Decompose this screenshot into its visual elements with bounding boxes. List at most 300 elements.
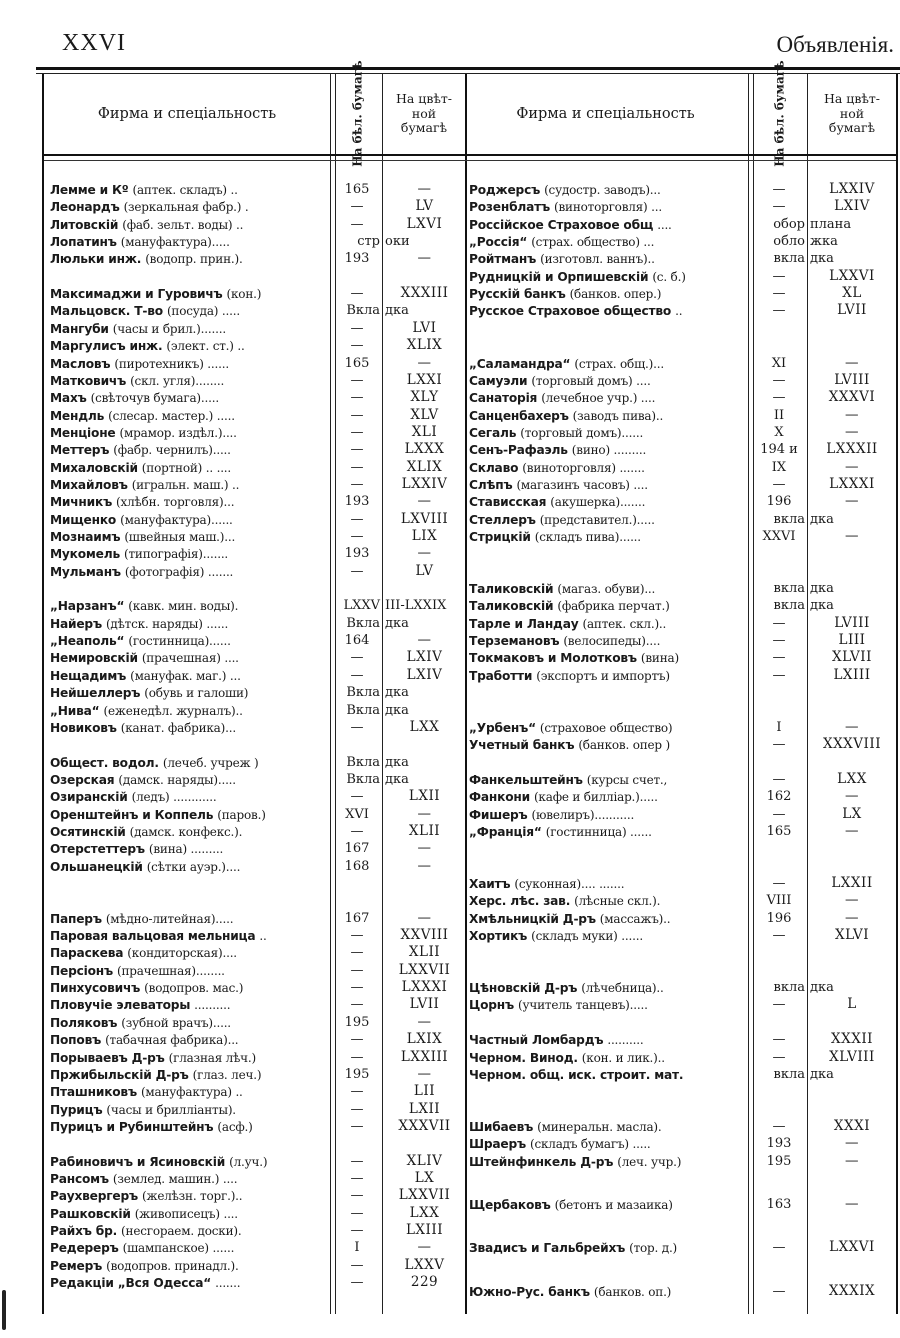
white-paper-cell: 162 bbox=[766, 789, 792, 805]
firm-specialty: (асф.) bbox=[217, 1119, 253, 1134]
firm-cell bbox=[469, 1283, 751, 1301]
firm-name: Русское Страховое общество bbox=[469, 304, 672, 319]
color-paper-cell: LVI bbox=[412, 319, 437, 336]
table-row bbox=[463, 250, 896, 267]
table-row bbox=[463, 233, 896, 250]
firm-cell bbox=[50, 250, 336, 268]
firm-cell bbox=[469, 302, 751, 320]
white-paper-cell: — bbox=[350, 511, 364, 527]
color-paper-cell: LXXII bbox=[831, 875, 873, 891]
color-paper-cell: — bbox=[417, 632, 432, 649]
white-paper-cell: 193 bbox=[344, 494, 370, 510]
firm-specialty: (мрамор. издѣл.).... bbox=[119, 425, 237, 440]
page-section-title: Объявленія. bbox=[776, 32, 894, 57]
table-row bbox=[44, 355, 465, 372]
firm-name: „Урбенъ“ bbox=[469, 720, 536, 735]
color-paper-cell: XLVII bbox=[832, 649, 872, 666]
table-row bbox=[44, 754, 465, 771]
firm-specialty: (дамск. наряды)..... bbox=[118, 772, 236, 787]
white-paper-cell: VIII bbox=[766, 893, 792, 909]
firm-cell bbox=[469, 632, 751, 650]
firm-name: Сегаль bbox=[469, 425, 517, 440]
white-paper-cell: — bbox=[772, 1032, 786, 1048]
firm-specialty: (лечебное учр.) .... bbox=[541, 391, 656, 406]
white-paper-cell: — bbox=[350, 424, 364, 440]
white-paper-cell: I bbox=[354, 1240, 360, 1256]
firm-cell bbox=[50, 1187, 336, 1205]
color-paper-cell: — bbox=[417, 250, 432, 267]
color-paper-cell: дка bbox=[810, 251, 834, 267]
color-paper-cell: XLIX bbox=[406, 337, 443, 354]
table-row bbox=[463, 719, 896, 736]
firm-name: Люльки инж. bbox=[50, 252, 142, 267]
firm-name: Штейнфинкель Д-ръ bbox=[469, 1154, 614, 1169]
firm-specialty: (экспортъ и импортъ) bbox=[536, 668, 670, 683]
firm-name: Сенъ-Рафаэль bbox=[469, 443, 568, 458]
white-paper-cell: 164 bbox=[344, 633, 370, 649]
firm-name: Менціоне bbox=[50, 425, 116, 440]
table-row bbox=[463, 181, 896, 198]
color-paper-cell: XXXI bbox=[833, 1117, 871, 1134]
white-paper-cell: — bbox=[350, 1223, 364, 1238]
firm-specialty: (леч. учр.) bbox=[617, 1154, 682, 1169]
table-row bbox=[463, 198, 896, 215]
white-paper-cell: стр bbox=[357, 234, 380, 250]
firm-name: Лопатинъ bbox=[50, 235, 117, 250]
white-paper-cell: 165 bbox=[766, 823, 792, 839]
firm-specialty: (шампанское) ...... bbox=[122, 1241, 235, 1256]
firm-cell bbox=[50, 1239, 336, 1257]
white-paper-cell: Вкла bbox=[346, 771, 380, 787]
white-paper-cell: — bbox=[350, 1153, 364, 1169]
table-row bbox=[44, 1222, 465, 1239]
color-paper-cell: дка bbox=[385, 685, 409, 701]
white-paper-cell: Вкла bbox=[346, 702, 380, 718]
white-paper-cell: XXVI bbox=[762, 529, 796, 544]
white-paper-cell: — bbox=[350, 1257, 364, 1273]
firm-specialty: (вино) ......... bbox=[571, 443, 647, 458]
color-paper-cell: XXXVII bbox=[398, 1117, 451, 1134]
firm-name: Мичникъ bbox=[50, 495, 113, 510]
color-paper-cell: LXX bbox=[409, 718, 440, 735]
table-row bbox=[44, 233, 465, 250]
white-paper-cell: I bbox=[776, 719, 782, 735]
color-paper-cell: LXIV bbox=[406, 666, 443, 683]
color-paper-cell: LIX bbox=[411, 528, 438, 544]
firm-name: Редереръ bbox=[50, 1241, 119, 1256]
table-row bbox=[463, 493, 896, 510]
white-paper-cell: — bbox=[772, 928, 786, 944]
firm-cell bbox=[50, 1205, 336, 1223]
firm-name: Склаво bbox=[469, 460, 519, 475]
firm-name: Ройтманъ bbox=[469, 252, 537, 267]
table-row bbox=[44, 597, 465, 614]
firm-specialty: (фотографія) ....... bbox=[124, 564, 234, 579]
firm-specialty: (виноторговля) ....... bbox=[522, 460, 645, 475]
firm-specialty: (торговый домъ) .... bbox=[531, 373, 651, 388]
table-row bbox=[44, 1205, 465, 1222]
firm-cell bbox=[50, 355, 336, 373]
white-paper-cell: — bbox=[772, 372, 786, 388]
white-paper-cell: Вкла bbox=[346, 303, 380, 319]
color-paper-cell: LXVIII bbox=[400, 510, 449, 527]
table-row bbox=[463, 615, 896, 632]
firm-specialty: (учитель танцевъ)..... bbox=[518, 998, 648, 1013]
color-paper-cell: LXIV bbox=[834, 198, 870, 215]
firm-specialty: (зеркальная фабр.) . bbox=[123, 200, 249, 215]
color-paper-cell: LIII bbox=[838, 632, 866, 649]
firm-name: Санценбахеръ bbox=[469, 408, 569, 423]
firm-name: Паперъ bbox=[50, 911, 102, 926]
firm-cell bbox=[469, 823, 751, 841]
firm-cell bbox=[50, 372, 336, 390]
firm-cell bbox=[50, 702, 336, 720]
firm-cell bbox=[50, 719, 336, 737]
firm-name: Озиранскій bbox=[50, 790, 128, 805]
table-row bbox=[44, 1066, 465, 1083]
firm-specialty: (аптек. складъ) .. bbox=[132, 183, 238, 197]
table-row bbox=[463, 372, 896, 389]
firm-name: Максимаджи и Гуровичъ bbox=[50, 287, 223, 302]
color-paper-cell: XXXVIII bbox=[822, 736, 882, 753]
white-paper-cell: — bbox=[772, 997, 786, 1013]
white-paper-cell: — bbox=[772, 650, 786, 666]
firm-specialty: (тор. д.) bbox=[629, 1241, 678, 1256]
table-row bbox=[44, 545, 465, 562]
header-white-paper-label: На бѣл. бумагѣ bbox=[350, 60, 365, 168]
white-paper-cell: — bbox=[350, 407, 364, 423]
firm-name: Стеллеръ bbox=[469, 512, 536, 527]
white-paper-cell: IX bbox=[771, 459, 787, 475]
color-paper-cell: XL bbox=[842, 285, 862, 302]
table-row bbox=[44, 1274, 465, 1291]
firm-specialty: (элект. ст.) .. bbox=[166, 339, 245, 354]
firm-cell bbox=[469, 1066, 751, 1084]
white-paper-cell: — bbox=[350, 945, 364, 961]
white-paper-cell: вкла bbox=[773, 598, 805, 614]
firm-specialty: (игральн. маш.) .. bbox=[131, 477, 240, 492]
firm-cell bbox=[50, 1170, 336, 1188]
firm-name: Масловъ bbox=[50, 356, 111, 371]
firm-cell bbox=[50, 1257, 336, 1275]
table-row bbox=[463, 875, 896, 892]
firm-specialty: (банков. оп.) bbox=[593, 1284, 672, 1299]
firm-specialty: .. bbox=[675, 304, 683, 319]
firm-name: Редакціи „Вся Одесса“ bbox=[50, 1276, 212, 1291]
white-paper-cell: — bbox=[350, 1032, 364, 1048]
table-row bbox=[44, 1014, 465, 1031]
white-paper-cell: — bbox=[350, 997, 364, 1013]
color-paper-cell: XXXIX bbox=[828, 1282, 876, 1299]
firm-cell bbox=[50, 1031, 336, 1049]
firm-cell bbox=[50, 771, 336, 789]
firm-name: „Россія“ bbox=[469, 235, 528, 250]
white-paper-cell: — bbox=[772, 771, 786, 787]
table-row bbox=[44, 1101, 465, 1118]
white-paper-cell: — bbox=[350, 459, 364, 475]
color-paper-cell: дка bbox=[810, 581, 834, 597]
firm-cell bbox=[50, 320, 336, 338]
color-paper-cell: LXIII bbox=[405, 1222, 444, 1238]
firm-cell bbox=[469, 1135, 751, 1153]
header-white-paper bbox=[753, 60, 807, 168]
firm-name: „Нива“ bbox=[50, 703, 100, 718]
color-paper-cell: LXIX bbox=[406, 1031, 443, 1048]
table-row bbox=[463, 806, 896, 823]
color-paper-cell: дка bbox=[810, 980, 834, 996]
color-paper-cell: — bbox=[417, 840, 432, 857]
firm-specialty: (с. б.) bbox=[652, 269, 686, 284]
firm-name: Цѣновскій Д-ръ bbox=[469, 981, 578, 996]
firm-cell bbox=[469, 441, 751, 459]
color-paper-cell: LXXVI bbox=[829, 1239, 875, 1256]
color-paper-cell: LXXIV bbox=[401, 475, 448, 492]
firm-specialty: (табачная фабрика)... bbox=[105, 1033, 239, 1048]
firm-cell bbox=[50, 944, 336, 962]
white-paper-cell: — bbox=[350, 1275, 364, 1291]
firm-name: Рашковскій bbox=[50, 1206, 131, 1221]
table-row bbox=[463, 1049, 896, 1066]
firm-cell bbox=[50, 667, 336, 685]
table-row bbox=[463, 355, 896, 372]
firm-name: Мульманъ bbox=[50, 564, 121, 579]
white-paper-cell: — bbox=[350, 719, 364, 735]
color-paper-cell: дка bbox=[385, 615, 409, 631]
color-paper-cell: — bbox=[845, 423, 859, 440]
table-row bbox=[463, 1153, 896, 1170]
firm-cell bbox=[50, 563, 336, 581]
firm-name: Райхъ бр. bbox=[50, 1224, 118, 1238]
firm-name: Пташниковъ bbox=[50, 1085, 137, 1100]
table-row bbox=[44, 823, 465, 840]
firm-specialty: (прачешная)........ bbox=[116, 963, 225, 978]
firm-specialty: .. bbox=[259, 929, 267, 944]
table-row bbox=[44, 372, 465, 389]
firm-cell bbox=[50, 424, 336, 442]
firm-cell bbox=[50, 389, 336, 407]
table-row bbox=[44, 216, 465, 233]
firm-specialty: (фабр. чернилъ)..... bbox=[113, 443, 231, 458]
firm-name: Пурицъ bbox=[50, 1102, 103, 1117]
white-paper-cell: — bbox=[772, 1283, 786, 1299]
color-paper-cell: дка bbox=[385, 702, 409, 718]
white-paper-cell: 165 bbox=[344, 182, 370, 197]
white-paper-cell: Вкла bbox=[346, 615, 380, 631]
color-paper-cell: XLIV bbox=[406, 1152, 443, 1169]
firm-specialty: (массажъ).. bbox=[599, 911, 671, 926]
white-paper-cell: — bbox=[350, 563, 364, 579]
color-paper-cell: XXVIII bbox=[400, 927, 449, 944]
firm-name: Таликовскій bbox=[469, 599, 554, 614]
firm-cell bbox=[469, 389, 751, 407]
white-paper-cell: — bbox=[350, 962, 364, 978]
firm-name: Меттеръ bbox=[50, 443, 110, 458]
table-row bbox=[44, 858, 465, 875]
color-paper-cell: LXXI bbox=[406, 371, 443, 388]
firm-specialty: (дѣтск. наряды) ...... bbox=[105, 616, 229, 631]
color-paper-cell: дка bbox=[385, 771, 409, 787]
table-row bbox=[463, 459, 896, 476]
table-row bbox=[44, 702, 465, 719]
table-row bbox=[463, 1283, 896, 1300]
table-row bbox=[44, 1153, 465, 1170]
table-row bbox=[44, 302, 465, 319]
white-paper-cell: — bbox=[772, 667, 786, 683]
firm-specialty: .......... bbox=[194, 998, 231, 1013]
color-paper-cell: LXX bbox=[837, 770, 867, 787]
table-row bbox=[44, 1239, 465, 1256]
white-paper-cell: — bbox=[350, 199, 364, 215]
color-paper-cell: — bbox=[417, 181, 432, 197]
table-row bbox=[463, 667, 896, 684]
color-paper-cell: XXXII bbox=[831, 1031, 873, 1048]
firm-cell bbox=[50, 441, 336, 459]
white-paper-cell: 195 bbox=[344, 1014, 370, 1030]
table-row bbox=[463, 1031, 896, 1048]
table-row bbox=[463, 1196, 896, 1213]
table-row bbox=[44, 181, 465, 198]
firm-cell bbox=[50, 996, 336, 1014]
white-paper-cell: вкла bbox=[773, 511, 805, 527]
firm-cell bbox=[50, 1066, 336, 1084]
firm-cell bbox=[50, 649, 336, 667]
color-paper-cell: — bbox=[417, 857, 432, 874]
firm-name: Цорнъ bbox=[469, 998, 514, 1013]
firm-cell bbox=[50, 962, 336, 980]
firm-cell bbox=[469, 285, 751, 303]
white-paper-cell: — bbox=[350, 1188, 364, 1204]
white-paper-cell: 193 bbox=[344, 251, 370, 267]
firm-cell bbox=[469, 1118, 751, 1136]
table-row bbox=[463, 1135, 896, 1152]
firm-cell bbox=[469, 649, 751, 667]
white-paper-cell: — bbox=[772, 1240, 786, 1256]
color-paper-cell: LXII bbox=[408, 788, 441, 805]
header-color-line: На цвѣт- bbox=[395, 91, 453, 107]
white-paper-cell: — bbox=[350, 338, 364, 354]
firm-cell bbox=[50, 459, 336, 477]
firm-name: Осятинскій bbox=[50, 824, 126, 839]
firm-cell bbox=[50, 1101, 336, 1119]
table-row bbox=[463, 407, 896, 424]
header-white-paper-label: На бѣл. бумагѣ bbox=[772, 60, 787, 168]
firm-cell bbox=[469, 892, 751, 910]
firm-specialty: (мѣдно-литейная)..... bbox=[105, 911, 234, 926]
firm-name: Тработти bbox=[469, 668, 533, 683]
firm-specialty: (типографія)....... bbox=[124, 547, 229, 562]
firm-name: Новиковъ bbox=[50, 720, 117, 735]
table-row bbox=[44, 198, 465, 215]
color-paper-cell: оки bbox=[385, 234, 410, 250]
header-color-line: ной bbox=[411, 105, 437, 121]
color-paper-cell: L bbox=[847, 996, 857, 1013]
firm-cell bbox=[50, 754, 336, 772]
margin-mark bbox=[2, 1290, 6, 1330]
firm-specialty: (курсы счет., bbox=[586, 772, 668, 787]
firm-name: Мукомель bbox=[50, 547, 120, 562]
table-row bbox=[44, 979, 465, 996]
firm-cell bbox=[469, 528, 751, 546]
firm-specialty: (фаб. зельт. воды) .. bbox=[122, 217, 244, 232]
table-row bbox=[463, 1118, 896, 1135]
firm-cell bbox=[469, 459, 751, 477]
firm-name: Михайловъ bbox=[50, 477, 128, 492]
white-paper-cell: обло bbox=[773, 234, 805, 250]
firm-specialty: (хлѣбн. торговля)... bbox=[116, 495, 235, 510]
color-paper-cell: LVII bbox=[409, 996, 440, 1013]
firm-specialty: (обувь и галоши) bbox=[144, 686, 249, 701]
white-paper-cell: — bbox=[350, 390, 364, 406]
white-paper-cell: вкла bbox=[773, 581, 805, 597]
color-paper-cell: — bbox=[417, 493, 432, 510]
firm-name: „Нарзанъ“ bbox=[50, 599, 125, 614]
color-paper-cell: LV bbox=[415, 198, 434, 215]
color-paper-cell: XLII bbox=[408, 822, 441, 839]
white-paper-cell: 163 bbox=[766, 1196, 792, 1212]
header-color-paper bbox=[808, 74, 896, 154]
firm-cell bbox=[469, 511, 751, 529]
table-row bbox=[44, 788, 465, 805]
firm-name: Паровая вальцовая мельница bbox=[50, 929, 256, 944]
firm-cell bbox=[50, 285, 336, 303]
firm-specialty: (велосипеды).... bbox=[563, 634, 661, 649]
white-paper-cell: — bbox=[350, 442, 364, 458]
table-row bbox=[44, 615, 465, 632]
firm-cell bbox=[50, 1083, 336, 1101]
color-paper-cell: дка bbox=[385, 303, 409, 319]
color-paper-cell: XXXIII bbox=[400, 285, 449, 302]
firm-cell bbox=[469, 372, 751, 390]
firm-name: Рудницкій и Орпишевскій bbox=[469, 269, 649, 284]
header-rule bbox=[44, 154, 465, 161]
table-row bbox=[463, 424, 896, 441]
white-paper-cell: — bbox=[772, 286, 786, 302]
firm-name: „Саламандра“ bbox=[469, 356, 571, 371]
firm-cell bbox=[469, 615, 751, 633]
firm-specialty: (кон. и лик.).. bbox=[581, 1050, 665, 1065]
white-paper-cell: — bbox=[350, 1170, 364, 1186]
color-paper-cell: LXXVII bbox=[398, 961, 451, 978]
white-paper-cell: — bbox=[350, 529, 364, 544]
firm-specialty: (виноторговля) ... bbox=[553, 200, 662, 215]
white-paper-cell: — bbox=[350, 980, 364, 996]
firm-name: Роджерсъ bbox=[469, 183, 541, 197]
table-row bbox=[463, 441, 896, 458]
firm-specialty: (лѣчебница).. bbox=[581, 981, 664, 996]
table-row bbox=[463, 892, 896, 909]
firm-name: Херс. лѣс. зав. bbox=[469, 894, 571, 909]
white-paper-cell: — bbox=[350, 1084, 364, 1100]
firm-name: Терземановъ bbox=[469, 634, 560, 649]
firm-specialty: (мануфактура)..... bbox=[120, 235, 230, 250]
firm-specialty: (суконная).... ....... bbox=[514, 877, 625, 891]
white-paper-cell: вкла bbox=[773, 1066, 805, 1082]
color-paper-cell: LXXV bbox=[404, 1256, 445, 1273]
firm-name: Найеръ bbox=[50, 616, 102, 631]
firm-name: Ремеръ bbox=[50, 1258, 103, 1273]
white-paper-cell: 193 bbox=[344, 546, 370, 562]
firm-name: Фанкони bbox=[469, 790, 530, 805]
white-paper-cell: 167 bbox=[344, 841, 370, 857]
firm-cell bbox=[469, 355, 751, 373]
table-row bbox=[44, 1170, 465, 1187]
color-paper-cell: XXXVI bbox=[828, 389, 876, 406]
table-row bbox=[44, 407, 465, 424]
white-paper-cell: 196 bbox=[766, 494, 792, 510]
firm-cell bbox=[50, 615, 336, 633]
white-paper-cell: 195 bbox=[766, 1153, 792, 1169]
firm-specialty: (ювелиръ)........... bbox=[531, 807, 635, 822]
